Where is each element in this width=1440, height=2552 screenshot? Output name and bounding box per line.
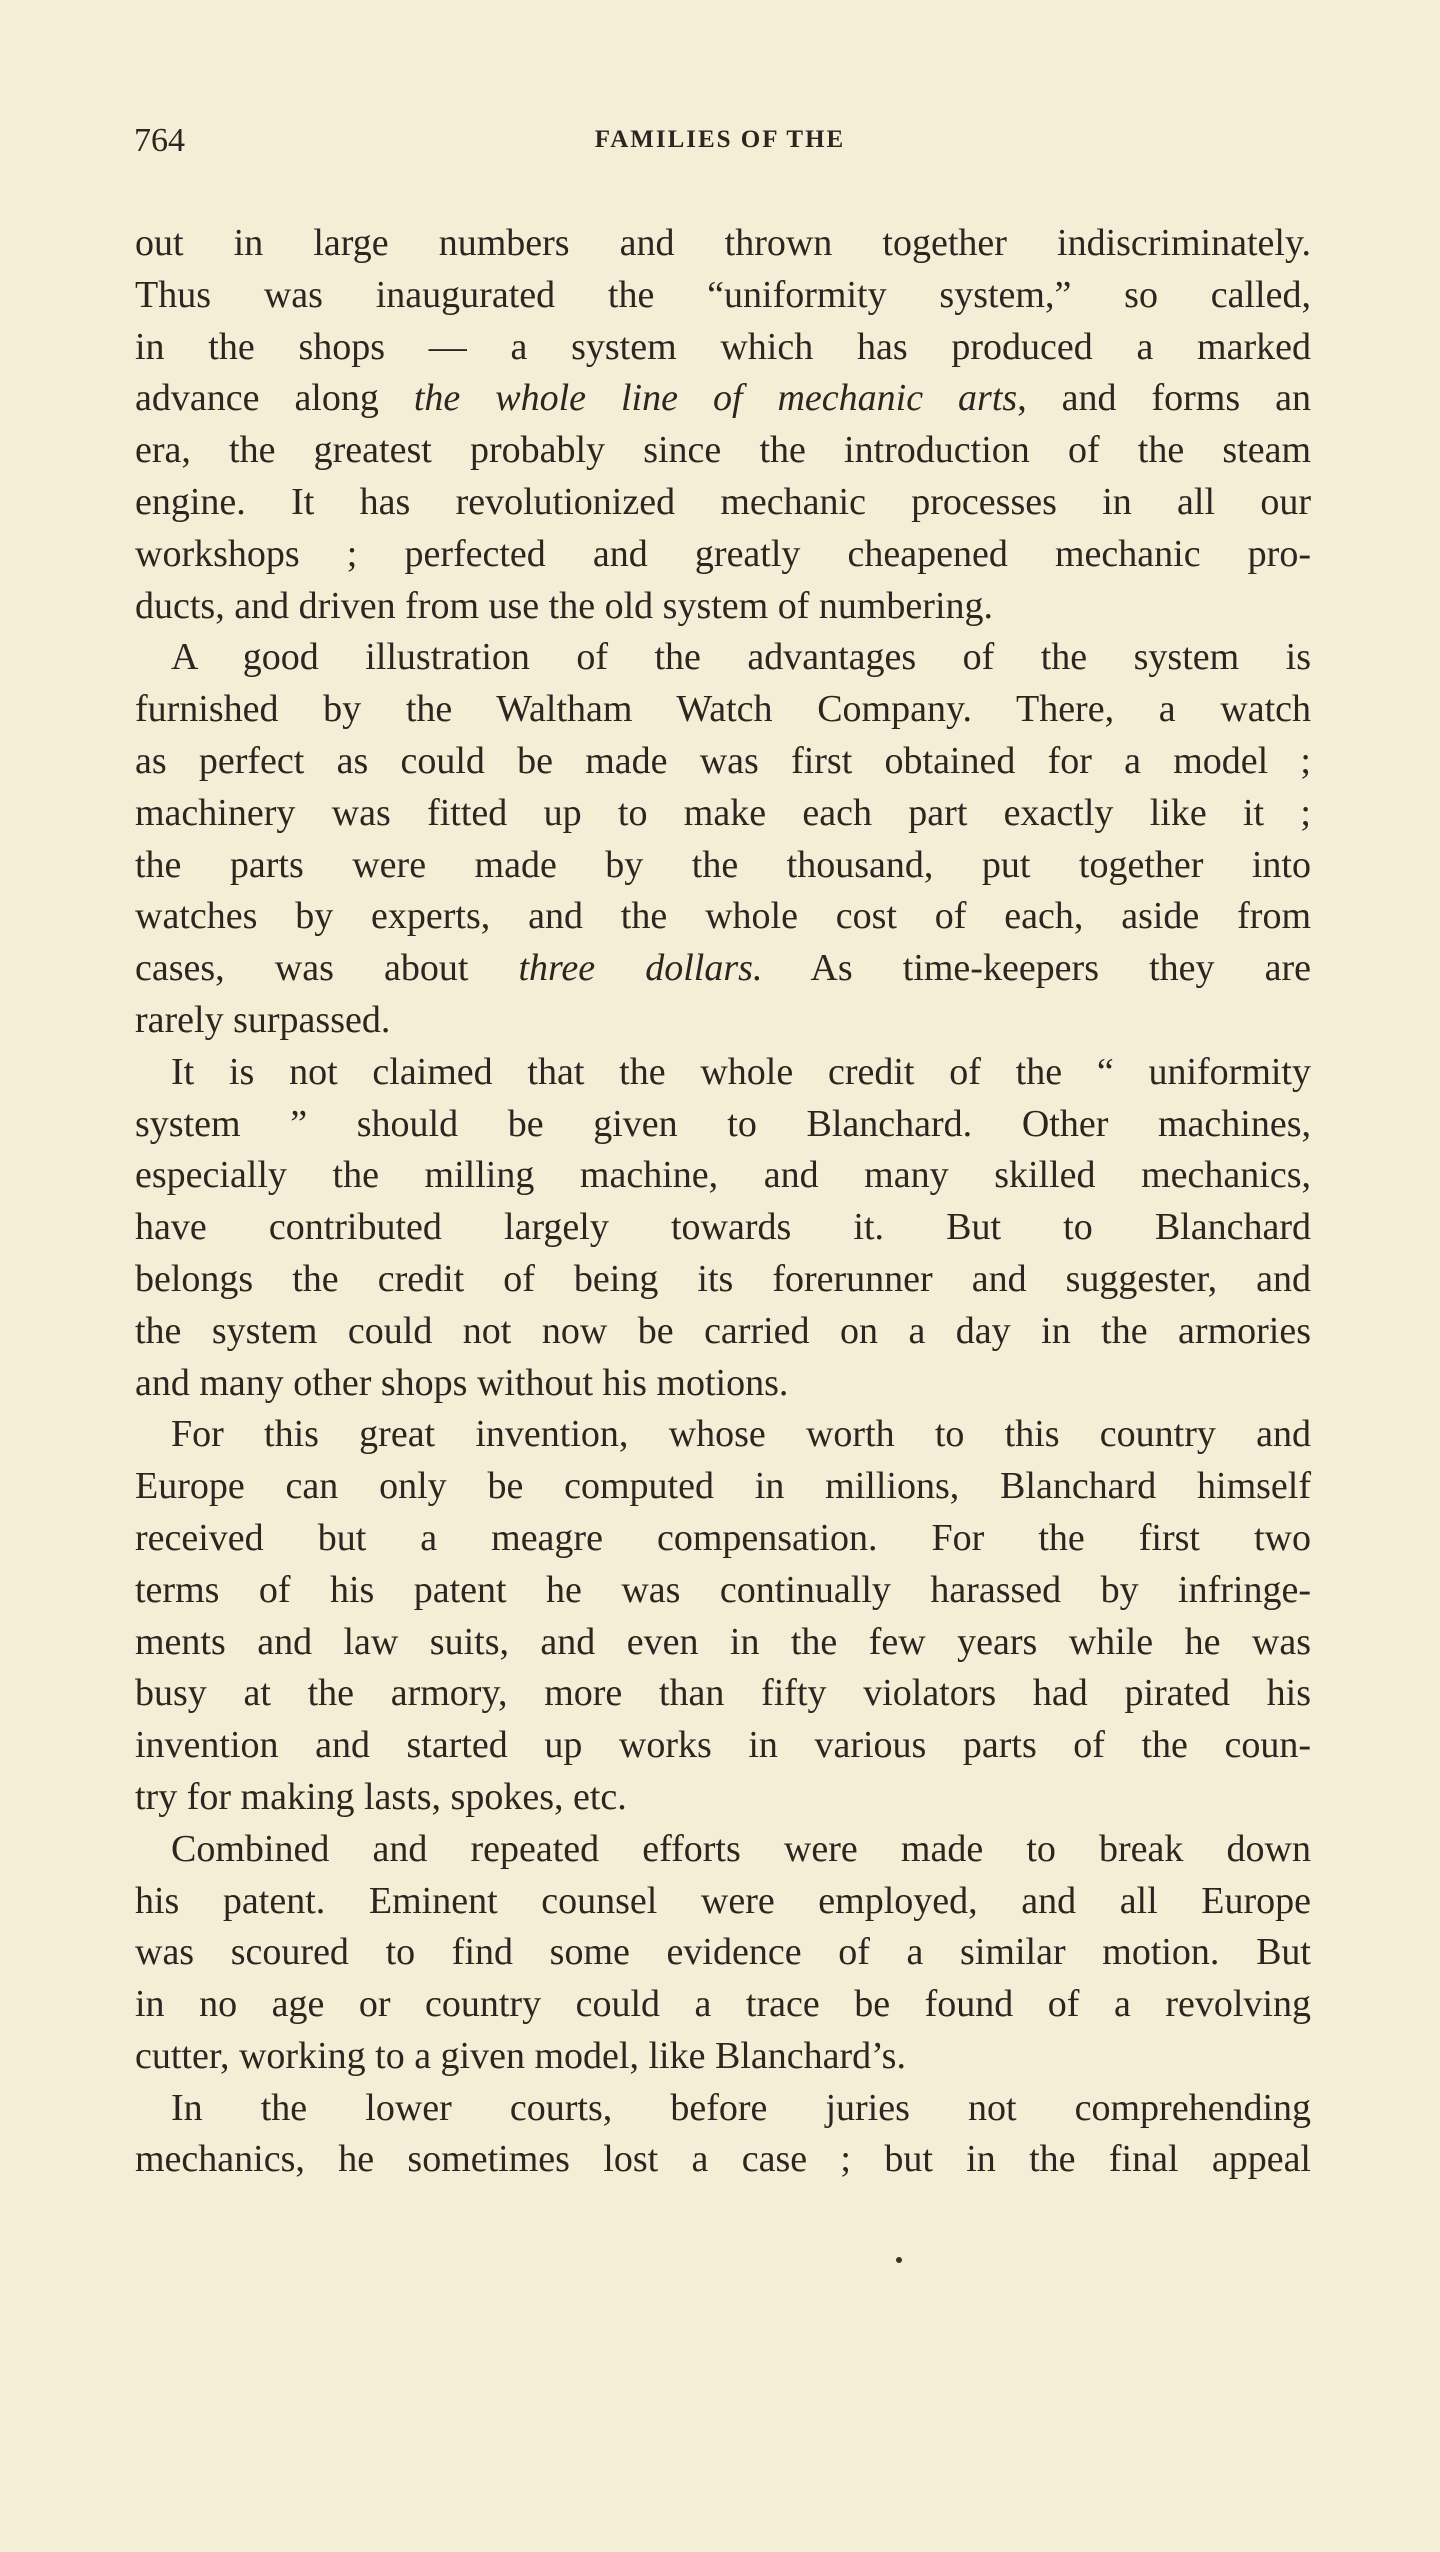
text-line — [135, 270, 1311, 322]
text-segment: Combined and repeated efforts were made to break down — [171, 1827, 1311, 1870]
text-segment: in no age or country could a trace be found of a revolving — [135, 1983, 1311, 2026]
text-line — [135, 218, 1311, 270]
text-segment: and many other shops without his motions. — [135, 1361, 789, 1404]
text-segment: in the shops — a system which has produced a marked — [135, 325, 1311, 368]
text-segment: As time-keepers they are — [762, 947, 1311, 990]
text-segment: especially the milling machine, and many skilled mechanics, — [135, 1154, 1311, 1197]
text-segment: invention and started up works in various parts of the coun- — [135, 1724, 1311, 1767]
text-segment: For this great invention, whose worth to this country and — [171, 1413, 1311, 1456]
text-segment: Europe can only be computed in millions, Blanchard himself — [135, 1465, 1311, 1508]
text-segment: try for making lasts, spokes, etc. — [135, 1775, 627, 1818]
text-line — [135, 1254, 1311, 1306]
text-segment: have contributed largely towards it. But to Blanchard — [135, 1206, 1311, 1249]
body-text — [135, 218, 1311, 2186]
text-segment: In the lower courts, before juries not comprehending — [171, 2086, 1311, 2129]
text-line — [135, 788, 1311, 840]
text-segment: his patent. Eminent counsel were employed, and all Europe — [135, 1879, 1311, 1922]
text-segment: busy at the armory, more than fifty violators had pirated his — [135, 1672, 1311, 1715]
text-line — [135, 322, 1311, 374]
text-segment: engine. It has revolutionized mechanic processes in all our — [135, 480, 1311, 523]
text-segment: belongs the credit of being its forerunner and suggester, and — [135, 1257, 1311, 1300]
text-line — [135, 840, 1311, 892]
text-segment: system ” should be given to Blanchard. Other machines, — [135, 1102, 1311, 1145]
text-line — [135, 1409, 1311, 1461]
text-line — [135, 943, 1311, 995]
page-number: 764 — [134, 122, 185, 159]
text-line — [135, 632, 1311, 684]
text-line — [135, 373, 1311, 425]
text-line — [135, 1202, 1311, 1254]
text-line — [135, 1927, 1311, 1979]
text-line — [135, 477, 1311, 529]
text-line — [135, 1617, 1311, 1669]
text-line — [135, 891, 1311, 943]
text-line — [135, 2134, 1311, 2186]
text-segment: cutter, working to a given model, like Blanchard’s. — [135, 2034, 906, 2077]
text-segment: cases, was about — [135, 947, 519, 990]
text-segment: ments and law suits, and even in the few years while he was — [135, 1620, 1311, 1663]
text-segment: out in large numbers and thrown together indiscriminately. — [135, 222, 1311, 264]
text-line — [135, 581, 1311, 633]
text-line — [135, 425, 1311, 477]
text-line — [135, 1358, 1311, 1410]
text-segment: rarely surpassed. — [135, 998, 391, 1041]
text-line — [135, 2031, 1311, 2083]
text-segment: It is not claimed that the whole credit of the “ uniformity — [171, 1050, 1311, 1093]
text-segment: Thus was inaugurated the “uniformity system,” so called, — [135, 273, 1311, 316]
text-line — [135, 1461, 1311, 1513]
text-line — [135, 1720, 1311, 1772]
text-line — [135, 1979, 1311, 2031]
text-line — [135, 2083, 1311, 2135]
italic-text: the whole line of mechanic arts — [413, 377, 1018, 420]
text-line — [135, 1668, 1311, 1720]
ink-speck — [896, 2257, 902, 2263]
text-segment: received but a meagre compensation. For the first two — [135, 1516, 1311, 1559]
text-segment: the parts were made by the thousand, put together into — [135, 843, 1311, 886]
text-line — [135, 1772, 1311, 1824]
text-segment: , and forms an — [1017, 377, 1311, 420]
text-line — [135, 1565, 1311, 1617]
text-segment: advance along — [135, 377, 414, 420]
text-line — [135, 684, 1311, 736]
text-segment: was scoured to find some evidence of a similar motion. But — [135, 1931, 1311, 1974]
text-segment: machinery was fitted up to make each part exactly like it ; — [135, 791, 1311, 834]
italic-text: three dollars. — [518, 947, 763, 990]
text-segment: A good illustration of the advantages of the system is — [171, 636, 1311, 679]
text-line — [135, 1876, 1311, 1928]
text-line — [135, 1513, 1311, 1565]
text-segment: era, the greatest probably since the introduction of the steam — [135, 429, 1311, 472]
running-head: FAMILIES OF THE — [594, 126, 846, 153]
text-line — [135, 736, 1311, 788]
text-line — [135, 1099, 1311, 1151]
text-segment: as perfect as could be made was first obtained for a model ; — [135, 739, 1311, 782]
text-line — [135, 1824, 1311, 1876]
text-line — [135, 1150, 1311, 1202]
text-segment: ducts, and driven from use the old system of numbering. — [135, 584, 994, 627]
text-line — [135, 1306, 1311, 1358]
text-segment: workshops ; perfected and greatly cheapened mechanic pro- — [135, 532, 1311, 575]
text-segment: watches by experts, and the whole cost of each, aside from — [135, 895, 1311, 938]
text-line — [135, 995, 1311, 1047]
text-line — [135, 529, 1311, 581]
text-line — [135, 1047, 1311, 1099]
text-segment: mechanics, he sometimes lost a case ; but in the final appeal — [135, 2138, 1311, 2181]
text-segment: the system could not now be carried on a day in the armories — [135, 1309, 1311, 1352]
text-segment: terms of his patent he was continually harassed by infringe- — [135, 1568, 1311, 1611]
text-segment: furnished by the Waltham Watch Company. There, a watch — [135, 688, 1311, 731]
